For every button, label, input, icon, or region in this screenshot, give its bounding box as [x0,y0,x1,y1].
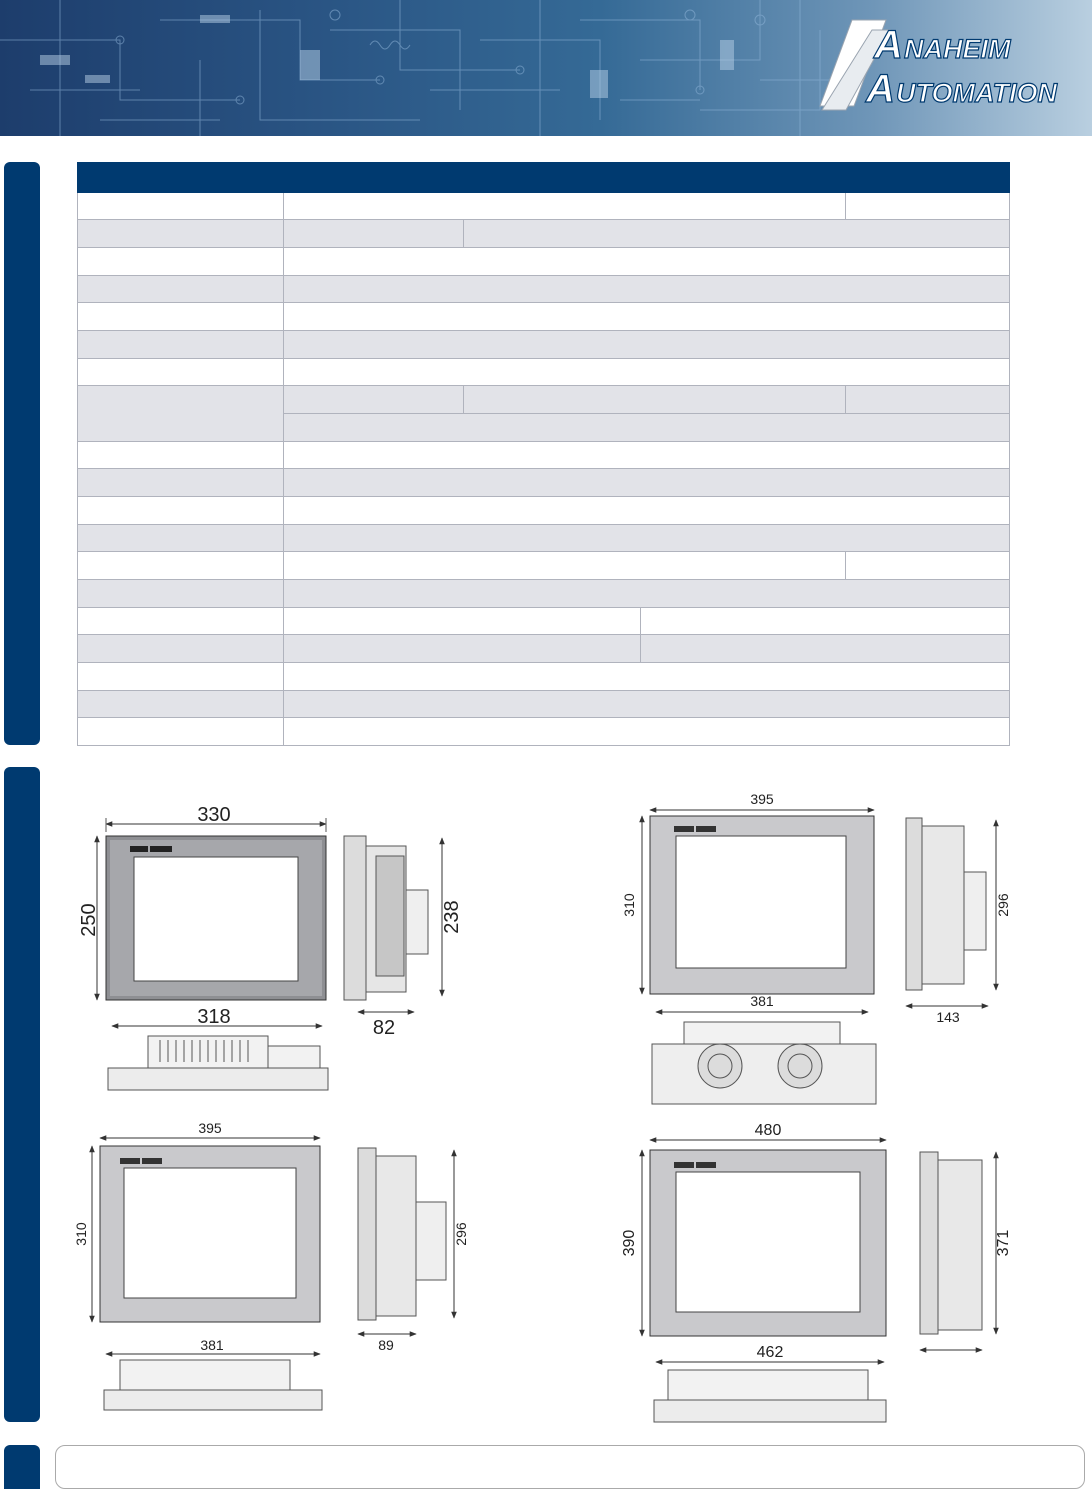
side-profile [344,836,366,1000]
dim-height-label: 310 [621,893,637,917]
bottom-profile [108,1068,328,1090]
dim-side-label: 89 [378,1337,394,1353]
drawing-panel-480 [621,1122,1012,1422]
logo-word-1: NAHEIM [904,34,1011,64]
dim-height-label: 250 [78,903,100,937]
dim-bottom-label: 462 [756,1344,784,1361]
dim-side-label: 143 [936,1009,960,1025]
dim-height-label: 390 [621,1229,638,1257]
dim-width-label: 480 [754,1122,782,1139]
dim-depth-label: 296 [995,893,1011,917]
drawing-panel-395-b [73,1120,469,1410]
drawing-panel-330 [78,804,463,1090]
dim-bottom-label: 318 [197,1006,231,1028]
dim-bottom-label: 381 [750,993,774,1009]
dim-depth-label: 371 [995,1229,1012,1257]
drawing-panel-395-a [621,791,1011,1104]
panel-screen [134,857,298,981]
dim-side-label: 82 [372,1017,396,1039]
dim-width-label: 395 [750,791,774,807]
dim-height-label: 310 [73,1222,89,1246]
logo-initial-a1: A [874,23,903,67]
dim-depth-label: 296 [453,1222,469,1246]
dim-width-label: 395 [198,1120,222,1136]
logo-word-2: UTOMATION [896,78,1057,108]
footer-box [55,1445,1085,1489]
logo-initial-a2: A [866,67,895,111]
dim-width-label: 330 [197,804,231,826]
dim-depth-label: 238 [441,900,463,934]
dim-bottom-label: 381 [200,1337,224,1353]
